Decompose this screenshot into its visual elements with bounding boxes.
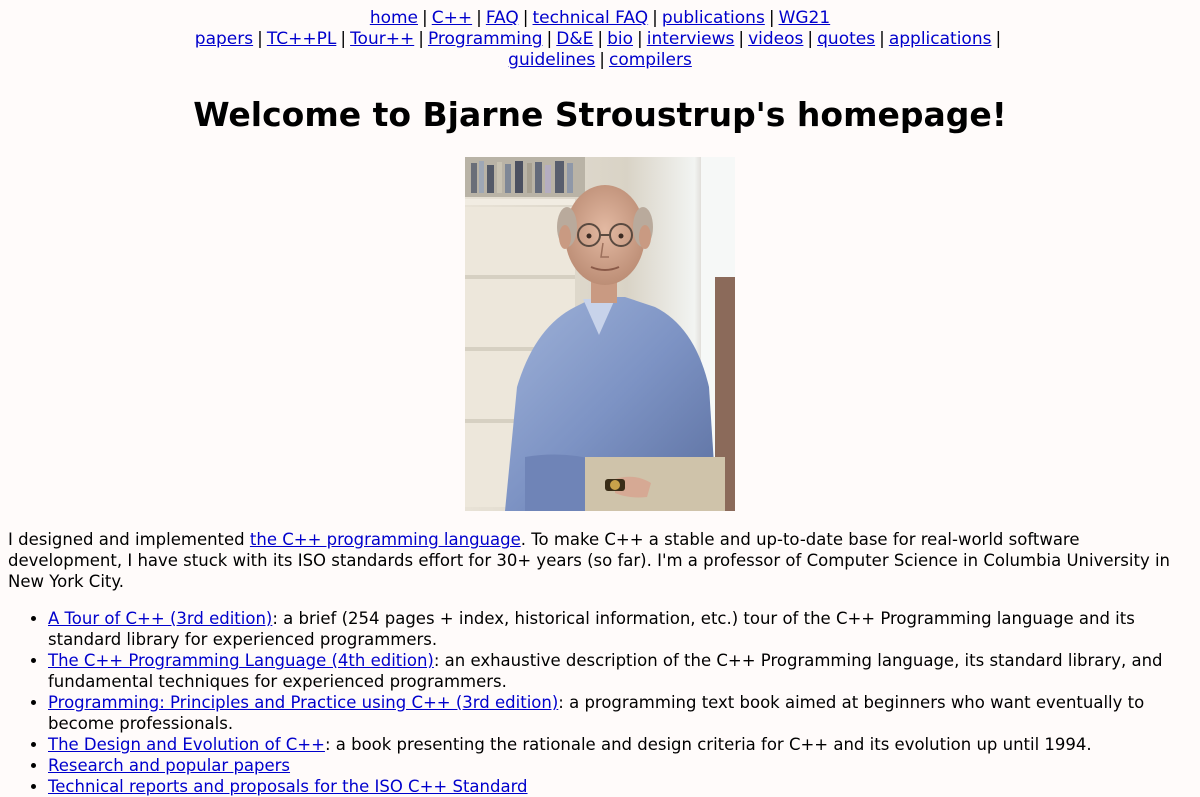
nav-separator: | [522,8,529,28]
nav-link-bio[interactable]: bio [607,29,634,49]
nav-separator: | [476,8,482,28]
top-navigation [0,0,1200,71]
nav-separator: | [422,8,428,28]
list-item [48,608,1188,650]
nav-separator: | [807,29,814,49]
nav-separator: | [995,29,1002,49]
book-description: : an exhaustive description of the C++ Programming language, its standard library, and fundamental techniques for experienced programmers. [48,651,1163,691]
book-link[interactable]: Research and popular papers [48,756,291,775]
book-link[interactable]: The C++ Programming Language (4th edition) [48,651,434,670]
portrait-photo [465,157,735,511]
book-description: : a book presenting the rationale and design criteria for C++ and its evolution up until 1994. [324,735,1092,754]
page-title: Welcome to Bjarne Stroustrup's homepage! [193,95,1007,134]
intro-paragraph [8,529,1188,592]
book-description: : a brief (254 pages + index, historical information, etc.) tour of the C++ Programming language and its standard library for experienced programmers. [48,609,1135,649]
nav-link-wg21-papers[interactable]: WG21 papers [194,8,831,49]
list-item [48,755,1188,776]
nav-separator: | [652,8,658,28]
nav-link-interviews[interactable]: interviews [646,29,735,49]
nav-row-2 [16,50,1184,71]
nav-link-guidelines[interactable]: guidelines [508,50,596,70]
book-description: : a programming text book aimed at beginners who want eventually to become professionals. [48,693,1145,733]
nav-link-tc-pl[interactable]: TC++PL [266,29,337,49]
intro-text-start: I designed and implemented [8,530,250,549]
list-item [48,650,1188,692]
nav-row-1 [16,8,1184,50]
books-list [0,608,1188,797]
nav-separator: | [597,29,604,49]
nav-link-programming[interactable]: Programming [427,29,543,49]
portrait-container [0,157,1200,511]
nav-separator: | [418,29,424,49]
nav-link-technical-faq[interactable]: technical FAQ [532,8,649,28]
nav-link-d-e[interactable]: D&E [556,29,594,49]
nav-link-publications[interactable]: publications [661,8,765,28]
list-item [48,734,1188,755]
nav-link-tour[interactable]: Tour++ [350,29,415,49]
list-item [48,776,1188,797]
nav-link-c[interactable]: C++ [431,8,473,28]
cpp-language-link[interactable]: the C++ programming language [249,530,521,549]
nav-separator: | [546,29,553,49]
book-link[interactable]: Programming: Principles and Practice using C++ (3rd edition) [48,693,559,712]
nav-link-faq[interactable]: FAQ [485,8,519,28]
nav-link-home[interactable]: home [369,8,419,28]
intro-text-end: . To make C++ a stable and up-to-date base for real-world software development, I have stuck with its ISO standards effort for 30+ years (so far). I'm a professor of Computer Science in Columbia University in New York City. [8,530,1171,591]
list-item [48,692,1188,734]
book-link[interactable]: A Tour of C++ (3rd edition) [48,609,273,628]
nav-separator: | [599,50,605,70]
nav-link-quotes[interactable]: quotes [817,29,876,49]
nav-link-compilers[interactable]: compilers [608,50,692,70]
book-link[interactable]: Technical reports and proposals for the ISO C++ Standard [48,777,528,796]
nav-link-videos[interactable]: videos [748,29,804,49]
nav-separator: | [340,29,347,49]
nav-separator: | [879,29,885,49]
book-link[interactable]: The Design and Evolution of C++ [48,735,325,754]
nav-separator: | [768,8,775,28]
nav-link-applications[interactable]: applications [888,29,992,49]
nav-separator: | [637,29,643,49]
nav-separator: | [738,29,745,49]
nav-separator: | [257,29,263,49]
